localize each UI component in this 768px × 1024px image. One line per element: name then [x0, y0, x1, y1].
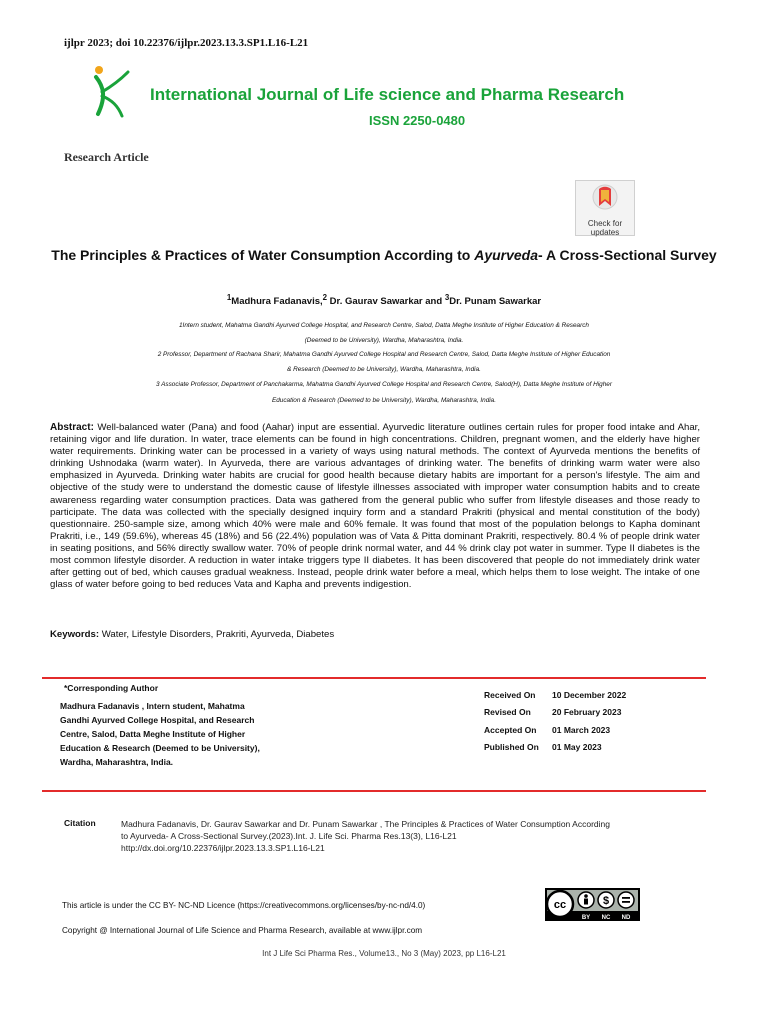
nd-equals-icon	[618, 892, 634, 908]
dates-block	[484, 690, 626, 759]
affiliation-line: & Research (Deemed to be University), Wardha, Maharashtra, India.	[287, 366, 481, 373]
corresponding-heading: *Corresponding Author	[64, 683, 159, 693]
svg-text:ND: ND	[621, 915, 631, 921]
doi-link[interactable]: http://dx.doi.org/10.22376/ijlpr.2023.13.3.SP1.L16-L21	[121, 843, 325, 853]
abstract: Abstract: Well-balanced water (Pana) and food (Aahar) input are essential. Ayurvedic literature outlines certain rules for proper food intake and Ahar, retaining vigor and life duration. In water, trace elements can be found in high concentrations. Children, pregnant women, and the elderly have higher water requirements. Drinking water can be processed in a variety of ways using natural methods. The context of Ayurveda mentions the benefits of drinking Ushnodaka (warm water). In Ayurveda, there are various advantages of drinking water. The benefits of drinking warm water were also emphasized in Ayurveda. Drinking water habits are crucial for good health because dietary habits are important for a person's lifestyle. The aim and objective of the study were to understand the domestic cause of lifestyle illnesses associated with improper water consumption habits and to create awareness regarding water consumption practices. Data was gathered from the general public who suffer from lifestyle diseases and those ready to participate. The data was collected with the specially designed inquiry form and a standard Prakriti (physical and mental constitution of the body) questionnaire. 250-sample size, among which 40% were male and 60% female. It was found that most of the population belongs to Kapha dominant Prakriti, i.e., 149 (59.6%), whereas 45 (18%) and 56 (22.4%) population was of Vata & Pitta dominant Prakriti, respectively. 80.4 % of people drink water in seating positions, and 56% directly swallow water. 70% of people drink normal water, and 44 % drink clay pot water in summer. Type II diabetes is the most common lifestyle disorder. A reduction in water intake triggers type II diabetes. It has been discovered that people do not immediately drink water after getting out of bed, which causes gradual weakness. Instead, people drink water before a meal, which helps them to lose weight. The intake of one glass of water before going to bed reduces Vata and Kapha and prevents indigestion.	[50, 422, 700, 591]
affiliation-line: 3 Associate Professor, Department of Panchakarma, Mahatma Gandhi Ayurved College Hospital and Research Centre, Salod(H), Datta Meghe Institute of Higher	[156, 381, 612, 388]
paper-title: The Principles & Practices of Water Consumption According to Ayurveda- A Cross-Sectional Survey	[51, 247, 717, 263]
citation-text: Madhura Fadanavis, Dr. Gaurav Sawarkar and Dr. Punam Sawarkar , The Principles & Practices of Water Consumption According to Ayurveda- A Cross-Sectional Survey.(2023).Int. J. Life Sci. Pharma Res.13(3), L16-L21 http://dx.doi.org/10.22376/ijlpr.2023.13.3.SP1.L16-L21	[121, 818, 706, 854]
divider-top	[42, 677, 706, 679]
date-row: Accepted On 01 March 2023	[484, 724, 611, 735]
check-for-updates-button[interactable]	[575, 180, 635, 236]
affiliation-line: Education & Research (Deemed to be University), Wardha, Maharashtra, India.	[271, 397, 496, 404]
date-row: Revised On 20 February 2023	[484, 707, 622, 718]
svg-text:BY: BY	[581, 915, 591, 921]
date-row: Published On 01 May 2023	[484, 741, 602, 752]
affiliation-line: 2 Professor, Department of Rachana Sharir, Mahatma Gandhi Ayurved College Hospital and Research Centre, Salod, Datta Meghe Institute of Higher Education	[157, 351, 611, 358]
keywords: Keywords: Water, Lifestyle Disorders, Prakriti, Ayurveda, Diabetes	[50, 629, 335, 640]
bookmark-icon	[592, 184, 618, 212]
page-footer: Int J Life Sci Pharma Res., Volume13., No 3 (May) 2023, pp L16-L21	[262, 949, 506, 958]
affiliation-line: 1Intern student, Mahatma Gandhi Ayurved College Hospital, and Research Centre, Salod, Datta Meghe Institute of Higher Education & Research	[178, 322, 589, 329]
date-row: Received On 10 December 2022	[484, 690, 627, 700]
journal-title: International Journal of Life science and Pharma Research	[150, 85, 625, 104]
article-type: Research Article	[64, 150, 149, 164]
citation-label: Citation	[64, 818, 96, 828]
divider-bottom	[42, 790, 706, 792]
copyright-text: Copyright @ International Journal of Life Science and Pharma Research, available at www.ijlpr.com	[62, 926, 423, 935]
corresponding-address: Madhura Fadanavis , Intern student, Mahatma Gandhi Ayurved College Hospital, and Research Centre, Salod, Datta Meghe Institute of Higher Education & Research (Deemed to be University), Wardha, Maharashtra, India.	[60, 701, 260, 767]
journal-logo	[84, 62, 144, 122]
issn: ISSN 2250-0480	[369, 113, 466, 128]
license-text: This article is under the CC BY- NC-ND Licence (https://creativecommons.org/licenses/by-nc-nd/4.0)	[62, 901, 426, 910]
svg-text:NC: NC	[601, 915, 611, 921]
doi-line: ijlpr 2023; doi 10.22376/ijlpr.2023.13.3.SP1.L16-L21	[64, 37, 309, 49]
cc-by-nc-nd-badge[interactable]	[545, 888, 640, 921]
author-list: $^1$Madhura Fadanavis,$^2$ Dr. Gaurav Sawarkar and $^3$Dr. Punam Sawarkar	[226, 293, 542, 308]
check-for-updates-label: Check for updates	[587, 219, 623, 237]
svg-text:cc: cc	[553, 899, 567, 911]
svg-text:$: $	[602, 895, 610, 907]
affiliation-line: (Deemed to be University), Wardha, Maharashtra, India.	[304, 337, 464, 344]
